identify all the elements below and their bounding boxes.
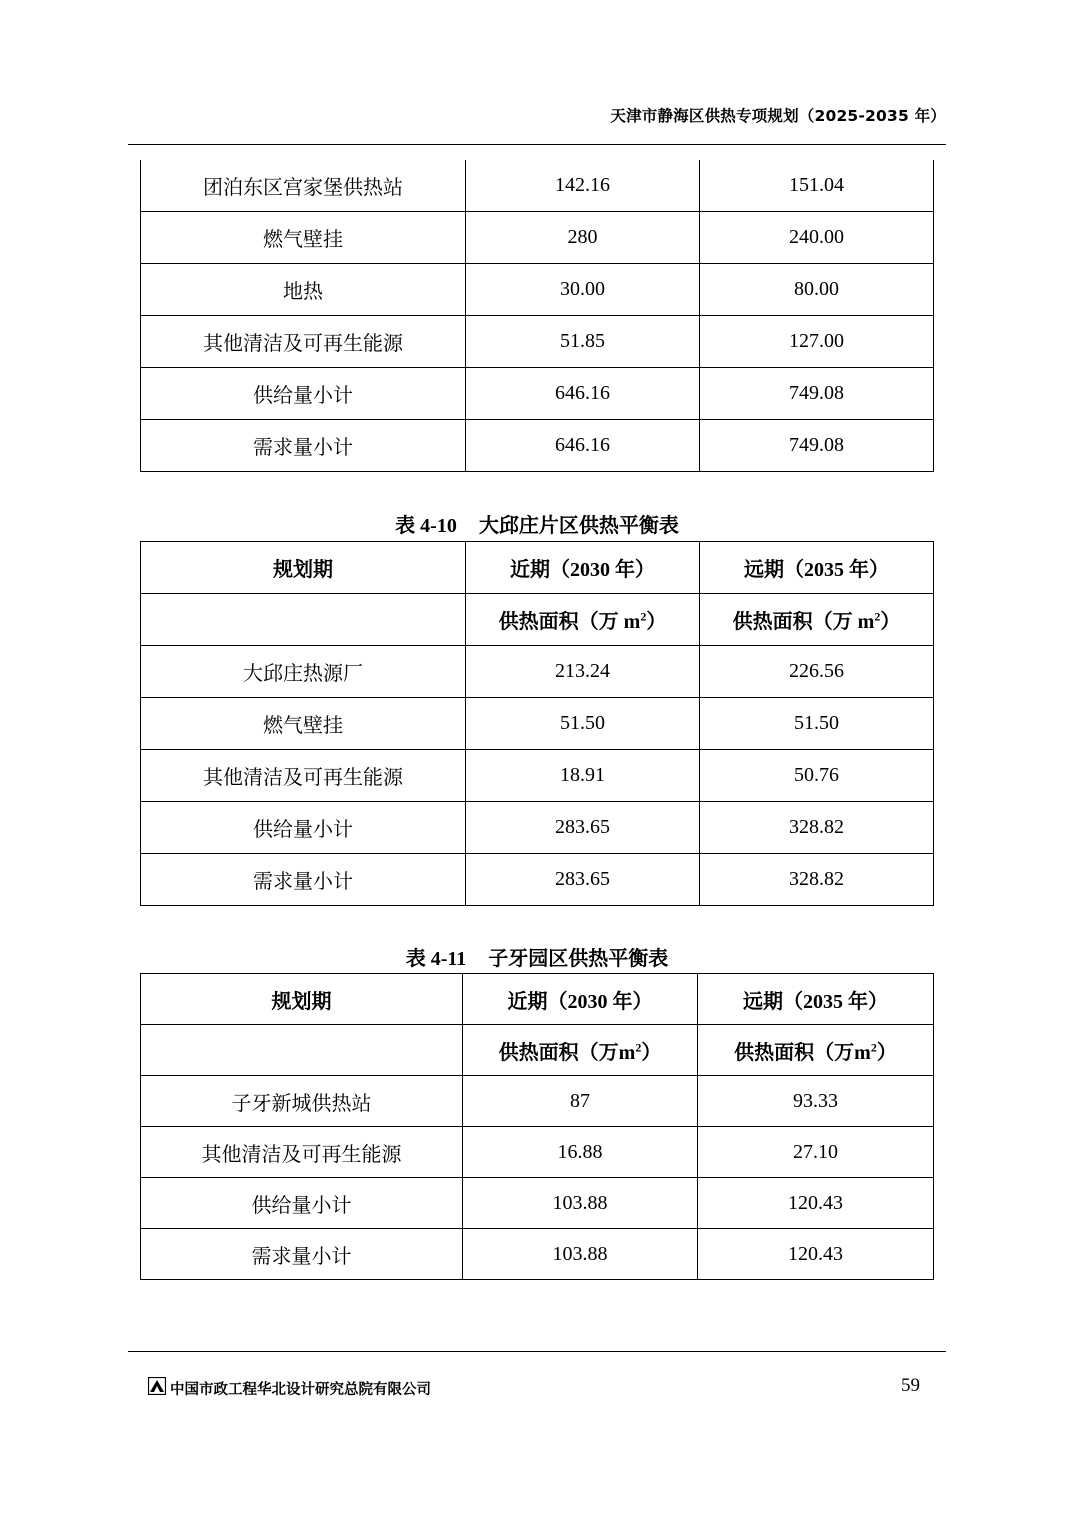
long-term-value: 80.00: [700, 264, 934, 316]
row-label: 大邱庄热源厂: [141, 646, 466, 698]
near-term-value: 142.16: [466, 160, 700, 212]
row-label: 供给量小计: [141, 368, 466, 420]
row-label: 供给量小计: [141, 1178, 463, 1229]
row-label: 团泊东区宫家堡供热站: [141, 160, 466, 212]
header-near-term: 近期（2030 年）: [466, 542, 700, 594]
header-rule: [128, 144, 946, 145]
near-term-value: 646.16: [466, 420, 700, 472]
near-term-value: 30.00: [466, 264, 700, 316]
near-term-value: 51.85: [466, 316, 700, 368]
table-row: [141, 750, 934, 802]
header-long-term: 远期（2035 年）: [698, 974, 934, 1025]
footer-rule: [128, 1351, 946, 1352]
subheader-heating-area-near: 供热面积（万 $m^2$）: [466, 594, 700, 646]
long-term-value: 749.08: [700, 420, 934, 472]
page-number: 59: [901, 1375, 920, 1396]
row-label: 其他清洁及可再生能源: [141, 1127, 463, 1178]
table-4-11: [140, 973, 934, 1280]
table-row: [141, 420, 934, 472]
row-label: 供给量小计: [141, 802, 466, 854]
long-term-value: 328.82: [700, 802, 934, 854]
long-term-value: 226.56: [700, 646, 934, 698]
page-header-title: 天津市静海区供热专项规划（2025-2035 年）: [610, 107, 946, 125]
row-label: 子牙新城供热站: [141, 1076, 463, 1127]
subheader-empty: [141, 594, 466, 646]
table-row: [141, 1076, 934, 1127]
table-header-row: [141, 974, 934, 1025]
footer-company-name: 中国市政工程华北设计研究总院有限公司: [170, 1382, 431, 1398]
table-row: [141, 698, 934, 750]
near-term-value: 646.16: [466, 368, 700, 420]
subheader-heating-area-long: 供热面积（万$m^2$）: [698, 1025, 934, 1076]
header-long-term: 远期（2035 年）: [700, 542, 934, 594]
table-row: [141, 1178, 934, 1229]
table-row: [141, 1127, 934, 1178]
long-term-value: 50.76: [700, 750, 934, 802]
table-row: [141, 1229, 934, 1280]
table-4-10: [140, 541, 934, 906]
table-row: [141, 264, 934, 316]
caption-number: 表 4-11: [405, 948, 467, 970]
subheader-heating-area-long: 供热面积（万 $m^2$）: [700, 594, 934, 646]
table-row: [141, 646, 934, 698]
caption-number: 表 4-10: [395, 515, 457, 537]
row-label: 其他清洁及可再生能源: [141, 750, 466, 802]
table-row: [141, 212, 934, 264]
near-term-value: 280: [466, 212, 700, 264]
table-row: [141, 160, 934, 212]
header-near-term: 近期（2030 年）: [463, 974, 698, 1025]
near-term-value: 283.65: [466, 802, 700, 854]
near-term-value: 103.88: [463, 1229, 698, 1280]
long-term-value: 749.08: [700, 368, 934, 420]
subheader-heating-area-near: 供热面积（万$m^2$）: [463, 1025, 698, 1076]
table-header-row: [141, 542, 934, 594]
near-term-value: 16.88: [463, 1127, 698, 1178]
table-row: [141, 368, 934, 420]
header-period: 规划期: [141, 974, 463, 1025]
table-row: [141, 316, 934, 368]
table-row: [141, 854, 934, 906]
near-term-value: 51.50: [466, 698, 700, 750]
near-term-value: 87: [463, 1076, 698, 1127]
long-term-value: 51.50: [700, 698, 934, 750]
long-term-value: 328.82: [700, 854, 934, 906]
caption-title: 子牙园区供热平衡表: [488, 948, 669, 970]
row-label: 需求量小计: [141, 420, 466, 472]
long-term-value: 240.00: [700, 212, 934, 264]
caption-title: 大邱庄片区供热平衡表: [478, 515, 679, 537]
near-term-value: 18.91: [466, 750, 700, 802]
near-term-value: 103.88: [463, 1178, 698, 1229]
row-label: 地热: [141, 264, 466, 316]
long-term-value: 27.10: [698, 1127, 934, 1178]
continued-heat-balance-table: [140, 160, 934, 472]
row-label: 燃气壁挂: [141, 698, 466, 750]
row-label: 需求量小计: [141, 854, 466, 906]
long-term-value: 151.04: [700, 160, 934, 212]
near-term-value: 213.24: [466, 646, 700, 698]
table-4-10-caption: [0, 509, 1074, 538]
table-subheader-row: [141, 1025, 934, 1076]
long-term-value: 120.43: [698, 1229, 934, 1280]
table-subheader-row: [141, 594, 934, 646]
company-logo-icon: [148, 1377, 166, 1395]
header-period: 规划期: [141, 542, 466, 594]
long-term-value: 93.33: [698, 1076, 934, 1127]
table-4-11-caption: [0, 942, 1074, 971]
row-label: 燃气壁挂: [141, 212, 466, 264]
row-label: 其他清洁及可再生能源: [141, 316, 466, 368]
table-row: [141, 802, 934, 854]
near-term-value: 283.65: [466, 854, 700, 906]
long-term-value: 127.00: [700, 316, 934, 368]
row-label: 需求量小计: [141, 1229, 463, 1280]
long-term-value: 120.43: [698, 1178, 934, 1229]
subheader-empty: [141, 1025, 463, 1076]
